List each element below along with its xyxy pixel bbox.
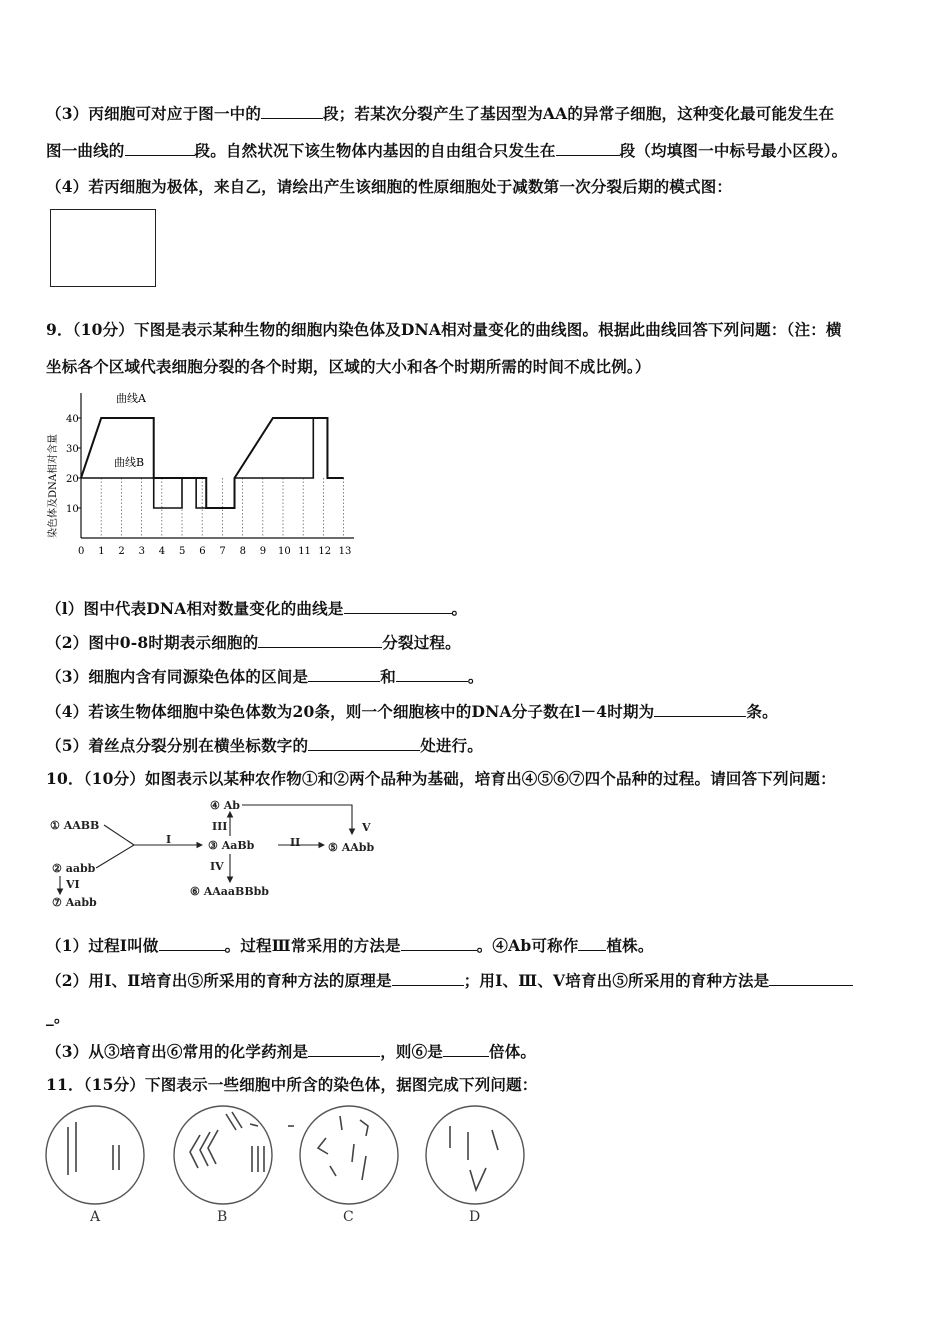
x-tick-label: 10: [278, 546, 291, 557]
answer-blank[interactable]: [308, 735, 420, 752]
parent-aabb-label: ① AABB: [50, 819, 100, 832]
q8-text: 段（均填图一中标号最小区段）。: [619, 141, 848, 160]
cell-label-d: D: [469, 1209, 481, 1225]
y-tick-label: 20: [66, 474, 79, 485]
q9-text: （2）图中0-8时期表示细胞的: [46, 633, 259, 652]
chromosome-b3: [208, 1130, 218, 1164]
answer-blank[interactable]: [261, 103, 323, 120]
chromosome-b9: [250, 1124, 258, 1126]
answer-blank[interactable]: [401, 935, 477, 952]
drawing-answer-box[interactable]: [50, 209, 156, 287]
answer-blank[interactable]: [654, 701, 746, 718]
x-tick-labels: [78, 546, 351, 557]
y-tick-label: 30: [66, 444, 79, 455]
q9-heading: 坐标各个区域代表细胞分裂的各个时期，区域的大小和各个时期所需的时间不成比例。）: [46, 357, 651, 376]
tetraploid-label: ⑥ AAaaBBbb: [190, 885, 269, 898]
q10-heading-text: 10．（10分）如图表示以某种农作物①和②两个品种为基础，培育出④⑤⑥⑦四个品种的过程。请回答下列问题：: [46, 769, 836, 788]
answer-blank[interactable]: [443, 1041, 489, 1058]
answer-blank[interactable]: [556, 140, 620, 157]
answer-blank[interactable]: [159, 935, 225, 952]
x-tick-label: 2: [118, 546, 125, 557]
x-tick-label: 12: [318, 546, 332, 557]
q8-text: 段。自然状况下该生物体内基因的自由组合只发生在: [194, 141, 556, 160]
q10-sub1: [46, 934, 654, 956]
f1-aabb-label: ③ AaBb: [208, 839, 255, 852]
q8-part3-line2: [46, 139, 847, 161]
chromosome-c1: [318, 1138, 328, 1154]
chromosome-c2: [340, 1116, 342, 1130]
chromosome-b1: [190, 1135, 200, 1168]
answer-blank[interactable]: [344, 598, 452, 615]
y-tick-label: 40: [66, 414, 79, 425]
q11-heading: [46, 1073, 538, 1095]
q9-text: 和: [380, 667, 396, 686]
q8-part3-line1: [46, 102, 834, 124]
q10-sub3: [46, 1040, 536, 1062]
q9-sub1: [46, 597, 467, 619]
chromosome-dna-chart: [44, 388, 364, 563]
x-tick-label: 13: [338, 546, 352, 557]
q9-sub5: [46, 734, 483, 756]
cell-c: [300, 1106, 398, 1204]
q8-text: （4）若丙细胞为极体，来自乙，请绘出产生该细胞的性原细胞处于减数第一次分裂后期的模式图：: [46, 177, 733, 196]
cross-line-bottom: [96, 845, 134, 868]
haploid-ab-label: ④ Ab: [210, 799, 240, 812]
process-iv-label: IV: [210, 860, 224, 873]
q10-text: 倍体。: [489, 1042, 537, 1061]
q10-text: （3）从③培育出⑥常用的化学药剂是: [46, 1042, 309, 1061]
process-v-label: V: [362, 821, 371, 834]
curve-a-label: 曲线A: [116, 392, 146, 405]
answer-blank[interactable]: [396, 666, 468, 683]
mutant-aabb-label: ⑦ Aabb: [52, 896, 97, 909]
q9-heading-line1: [46, 318, 842, 340]
cell-label-a: A: [90, 1209, 101, 1225]
q8-text: 段；若某次分裂产生了基因型为: [323, 104, 543, 123]
q10-sub2-cont: [46, 1005, 70, 1027]
q10-text: ，则⑥是: [380, 1042, 443, 1061]
chromosome-d4: [470, 1168, 486, 1190]
answer-blank[interactable]: [769, 970, 853, 987]
x-tick-label: 0: [78, 546, 85, 557]
q9-text: 。: [451, 599, 468, 618]
y-axis-label: 染色体及DNA相对含量: [48, 434, 59, 538]
answer-blank[interactable]: [308, 1041, 380, 1058]
x-tick-label: 1: [98, 546, 105, 557]
q8-text: 的异常子细胞，这种变化最可能发生在: [567, 104, 835, 123]
answer-blank[interactable]: [392, 970, 464, 987]
x-tick-label: 9: [259, 546, 267, 557]
curve-b-label: 曲线B: [114, 456, 145, 469]
cell-label-c: C: [343, 1209, 354, 1225]
q10-heading: [46, 767, 836, 789]
q9-text: 处进行。: [420, 736, 483, 755]
q10-text: 植株。: [606, 936, 654, 955]
q9-heading-line2: [46, 355, 651, 377]
q10-text: 。④Ab可称作: [476, 936, 579, 955]
answer-blank[interactable]: [578, 935, 606, 952]
answer-blank[interactable]: [125, 140, 195, 157]
q9-text: 条。: [746, 702, 778, 721]
cell-a: [46, 1106, 144, 1204]
q9-heading: 9．（10分）下图是表示某种生物的细胞内染色体及DNA相对量变化的曲线图。根据此曲线回答下列问题：（注：横: [46, 320, 842, 339]
q9-sub4: [46, 700, 778, 722]
chromosome-c3: [360, 1120, 368, 1136]
answer-blank[interactable]: [308, 666, 380, 683]
target-aabb-label: ⑤ AAbb: [328, 841, 375, 854]
arrow-v: [242, 805, 352, 834]
q10-sub2: [46, 969, 853, 991]
parent-aabb-lower-label: ② aabb: [52, 862, 96, 875]
q10-text: ；用Ⅰ、Ⅲ、Ⅴ培育出⑤所采用的育种方法是: [463, 971, 770, 990]
q10-text: （1）过程I叫做: [46, 936, 159, 955]
y-tick-labels: [66, 414, 81, 515]
x-tick-label: 8: [239, 546, 246, 557]
q10-text: （2）用I、Ⅱ培育出⑤所采用的育种方法的原理是: [46, 971, 392, 990]
x-tick-label: 11: [298, 546, 311, 557]
chromosome-c6: [352, 1144, 354, 1162]
q9-text: （4）若该生物体细胞中染色体数为20条，则一个细胞核中的DNA分子数在l－4时期为: [46, 702, 655, 721]
chromosome-c4: [330, 1166, 336, 1176]
q10-text: _。: [46, 1007, 70, 1026]
cell-label-b: B: [217, 1209, 228, 1225]
breeding-diagram: [46, 796, 406, 916]
process-i-label: I: [166, 833, 172, 846]
q11-heading-text: 11．（15分）下图表示一些细胞中所含的染色体，据图完成下列问题：: [46, 1075, 538, 1094]
y-tick-label: 10: [66, 504, 79, 515]
q9-sub3: [46, 665, 484, 687]
q8-part4: [46, 175, 732, 197]
q9-sub2: [46, 631, 461, 653]
cell-chromosome-figure: [40, 1100, 540, 1230]
q9-text: （l）图中代表DNA相对数量变化的曲线是: [46, 599, 344, 618]
genotype-text: AA: [542, 104, 568, 123]
q10-text: 。过程Ⅲ常采用的方法是: [224, 936, 401, 955]
cross-line-top: [104, 825, 134, 845]
x-tick-label: 4: [158, 546, 166, 557]
q9-text: （5）着丝点分裂分别在横坐标数字的: [46, 736, 309, 755]
q9-text: 。: [467, 667, 484, 686]
x-tick-label: 6: [199, 546, 206, 557]
x-tick-label: 5: [179, 546, 186, 557]
q8-text: （3）丙细胞可对应于图一中的: [46, 104, 262, 123]
q9-text: （3）细胞内含有同源染色体的区间是: [46, 667, 309, 686]
q9-text: 分裂过程。: [382, 633, 461, 652]
x-tick-label: 3: [138, 546, 145, 557]
x-tick-label: 7: [219, 546, 226, 557]
process-ii-label: II: [290, 836, 301, 849]
answer-blank[interactable]: [258, 632, 382, 649]
chromosome-c5: [362, 1156, 366, 1180]
process-iii-label: III: [212, 820, 228, 833]
process-vi-label: VI: [66, 878, 80, 891]
q8-text: 图一曲线的: [46, 141, 125, 160]
chromosome-d3: [492, 1130, 498, 1150]
